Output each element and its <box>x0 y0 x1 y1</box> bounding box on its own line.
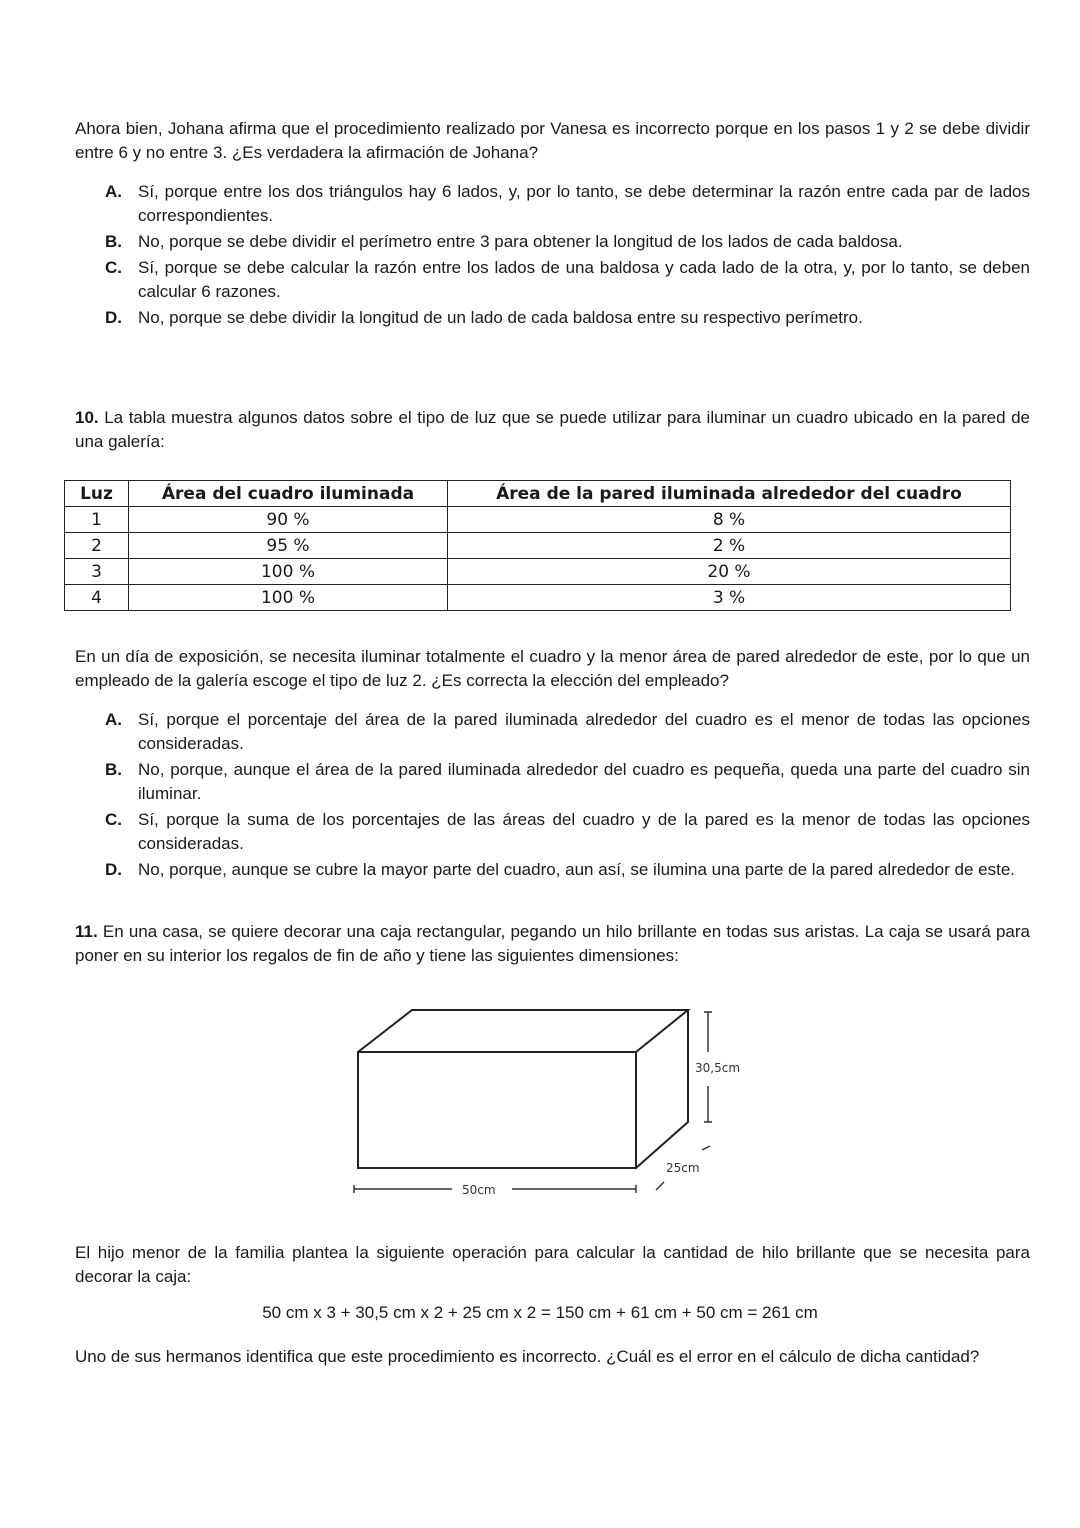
option-letter: B. <box>105 232 122 251</box>
option-text: No, porque, aunque el área de la pared iluminada alrededor del cuadro es pequeña, queda una parte del cuadro sin iluminar. <box>138 760 1030 803</box>
q11-statement <box>75 920 1030 968</box>
table-cell: 100 % <box>129 559 448 585</box>
option-letter: C. <box>105 258 122 277</box>
box-side-face <box>636 1010 688 1168</box>
intro-question-text: Ahora bien, Johana afirma que el procedimiento realizado por Vanesa es incorrecto porque en los pasos 1 y 2 se debe dividir entre 6 y no entre 3. ¿Es verdadera la afirmación de Johana? <box>75 119 1030 162</box>
table-cell: 8 % <box>448 507 1011 533</box>
table-cell: 90 % <box>129 507 448 533</box>
q10-context-text: En un día de exposición, se necesita iluminar totalmente el cuadro y la menor área de pared alrededor de este, por lo que un empleado de la galería escoge el tipo de luz 2. ¿Es correcta la elección del empleado? <box>75 647 1030 690</box>
table-cell: 20 % <box>448 559 1011 585</box>
intro-option-b[interactable] <box>105 230 1030 254</box>
depth-arrow <box>656 1182 664 1190</box>
intro-option-c[interactable] <box>105 256 1030 304</box>
q10-text: La tabla muestra algunos datos sobre el tipo de luz que se puede utilizar para iluminar un cuadro ubicado en la pared de una galería: <box>75 408 1030 451</box>
option-text: Sí, porque se debe calcular la razón entre los lados de una baldosa y cada lado de la otra, y, por lo tanto, se deben calcular 6 razones. <box>138 258 1030 301</box>
option-letter: D. <box>105 308 122 327</box>
lighting-table <box>64 480 1011 611</box>
box-front-face <box>358 1052 636 1168</box>
option-letter: B. <box>105 760 122 779</box>
depth-label: 25cm <box>666 1161 700 1175</box>
table-cell: 3 <box>65 559 129 585</box>
q10-option-c[interactable] <box>105 808 1030 856</box>
table-cell: 95 % <box>129 533 448 559</box>
table-cell: 2 <box>65 533 129 559</box>
intro-option-d[interactable] <box>105 306 1030 330</box>
table-cell: 2 % <box>448 533 1011 559</box>
q11-formula: 50 cm x 3 + 30,5 cm x 2 + 25 cm x 2 = 150 cm + 61 cm + 50 cm = 261 cm <box>262 1303 818 1322</box>
box-diagram <box>340 1000 760 1210</box>
option-letter: A. <box>105 710 122 729</box>
table-row <box>65 559 1011 585</box>
option-text: No, porque se debe dividir el perímetro entre 3 para obtener la longitud de los lados de cada baldosa. <box>138 232 903 251</box>
height-label: 30,5cm <box>695 1061 741 1075</box>
box-top-face <box>358 1010 688 1052</box>
table-row <box>65 585 1011 611</box>
option-text: Sí, porque el porcentaje del área de la pared iluminada alrededor del cuadro es el menor de todas las opciones consideradas. <box>138 710 1030 753</box>
option-letter: D. <box>105 860 122 879</box>
table-row <box>65 507 1011 533</box>
option-letter: A. <box>105 182 122 201</box>
q10-number: 10. <box>75 408 99 427</box>
q11-question-text: Uno de sus hermanos identifica que este procedimiento es incorrecto. ¿Cuál es el error en el cálculo de dicha cantidad? <box>75 1347 980 1366</box>
q11-context-text: El hijo menor de la familia plantea la siguiente operación para calcular la cantidad de hilo brillante que se necesita para decorar la caja: <box>75 1243 1030 1286</box>
table-header-area-pared: Área de la pared iluminada alrededor del cuadro <box>448 481 1011 507</box>
table-header-row <box>65 481 1011 507</box>
option-letter: C. <box>105 810 122 829</box>
depth-arrow <box>702 1146 710 1150</box>
table-header-area-cuadro: Área del cuadro iluminada <box>129 481 448 507</box>
q10-option-b[interactable] <box>105 758 1030 806</box>
table-row <box>65 533 1011 559</box>
option-text: Sí, porque entre los dos triángulos hay 6 lados, y, por lo tanto, se debe determinar la razón entre cada par de lados correspondientes. <box>138 182 1030 225</box>
intro-options <box>105 180 1030 332</box>
q10-statement <box>75 406 1030 454</box>
table-cell: 3 % <box>448 585 1011 611</box>
q11-number: 11. <box>75 922 98 941</box>
intro-option-a[interactable] <box>105 180 1030 228</box>
q10-option-a[interactable] <box>105 708 1030 756</box>
q10-option-d[interactable] <box>105 858 1030 882</box>
table-header-luz: Luz <box>65 481 129 507</box>
q11-text: En una casa, se quiere decorar una caja rectangular, pegando un hilo brillante en todas sus aristas. La caja se usará para poner en su interior los regalos de fin de año y tiene las siguientes dimensiones: <box>75 922 1030 965</box>
q10-options <box>105 708 1030 884</box>
width-label: 50cm <box>462 1183 496 1197</box>
table-cell: 100 % <box>129 585 448 611</box>
option-text: Sí, porque la suma de los porcentajes de las áreas del cuadro y de la pared es la menor de todas las opciones consideradas. <box>138 810 1030 853</box>
option-text: No, porque se debe dividir la longitud de un lado de cada baldosa entre su respectivo perímetro. <box>138 308 863 327</box>
option-text: No, porque, aunque se cubre la mayor parte del cuadro, aun así, se ilumina una parte de la pared alrededor de este. <box>138 860 1016 879</box>
table-cell: 4 <box>65 585 129 611</box>
table-cell: 1 <box>65 507 129 533</box>
